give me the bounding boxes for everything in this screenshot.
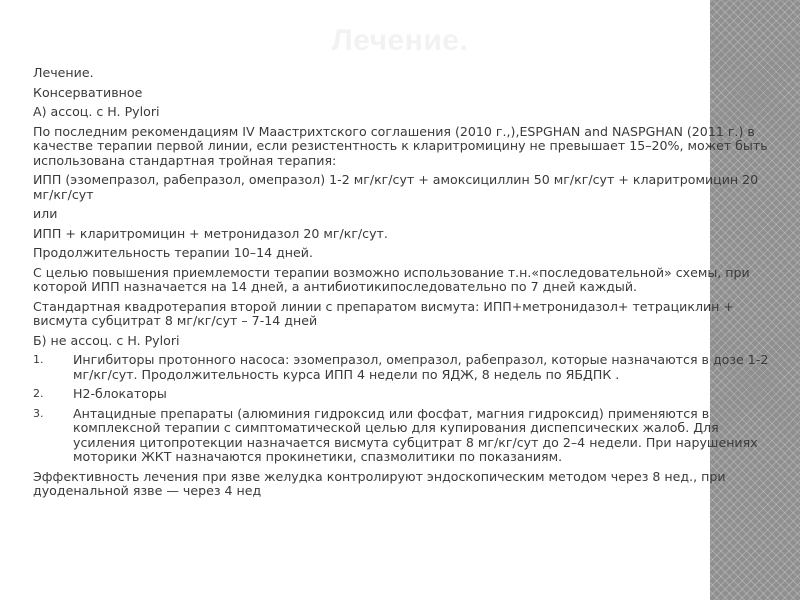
paragraph-section-a: А) ассоц. с H. Pylori [33,104,160,119]
paragraph-sequential: С целью повышения приемлемости терапии возможно использование т.н.«последовательной» схемы, при которой ИПП назначается на 14 дней, а антибиотикипоследовательно по 7 дней каждый. [33,264,750,294]
paragraph-closing: Эффективность лечения при язве желудка контролируют эндоскопическим методом через 8 нед., при дуоденальной язве — через 4 нед [33,468,726,498]
paragraph-quadro-therapy: Стандартная квадротерапия второй линии с препаратом висмута: ИПП+метронидазол+ тетрациклин + висмута субцитрат 8 мг/кг/сут – 7-14 дней [33,298,734,328]
paragraph-maastricht: По последним рекомендациям IV Маастрихтского соглашения (2010 г.,),ESPGHAN and NASPGHAN (2011 г.) в качестве терапии первой линии, если резистентность к кларитромицину не превышает 15–20%, может быть использована стандартная тройная терапия: [33,123,768,168]
list-item [33,407,775,465]
numbered-list [33,353,775,465]
list-item [33,387,775,402]
list-item-number: 2. [33,387,44,400]
paragraph-triple-therapy: ИПП (эзомепразол, рабепразол, омепразол) 1-2 мг/кг/сут + амоксициллин 50 мг/кг/сут + кларитромицин 20 мг/кг/сут [33,172,759,202]
paragraph-conservative: Консервативное [33,84,143,100]
list-item-text: Ингибиторы протонного насоса: эзомепразол, омепразол, рабепразол, которые назначаются в дозе 1-2 мг/кг/сут. Продолжительность курса ИПП 4 недели по ЯДЖ, 8 недель по ЯБДПК . [73,352,769,382]
list-item-number: 1. [33,353,44,366]
paragraph-section-b: Б) не ассоц. с H. Pylori [33,332,180,348]
list-item-text: Н2-блокаторы [73,386,167,401]
paragraph-heading: Лечение. [33,65,94,80]
list-item-number: 3. [33,406,44,420]
slide-title: Лечение. [331,24,469,57]
list-item-text: Антацидные препараты (алюминия гидроксид или фосфат, магния гидроксид) применяются в комплексной терапии с симптоматической целью для купирования диспепсических жалоб. Для усиления цитопротекции назначается висмута субцитрат 8 мг/кг/сут до 2–4 недели. При нарушениях моторики ЖКТ назначаются прокинетики, спазмолитики по показаниям. [73,405,758,464]
slide-body [33,66,775,504]
paragraph-alt-therapy: ИПП + кларитромицин + метронидазол 20 мг/кг/сут. [33,225,388,241]
list-item [33,353,775,382]
paragraph-duration: Продолжительность терапии 10–14 дней. [33,245,313,260]
paragraph-or: или [33,206,58,221]
